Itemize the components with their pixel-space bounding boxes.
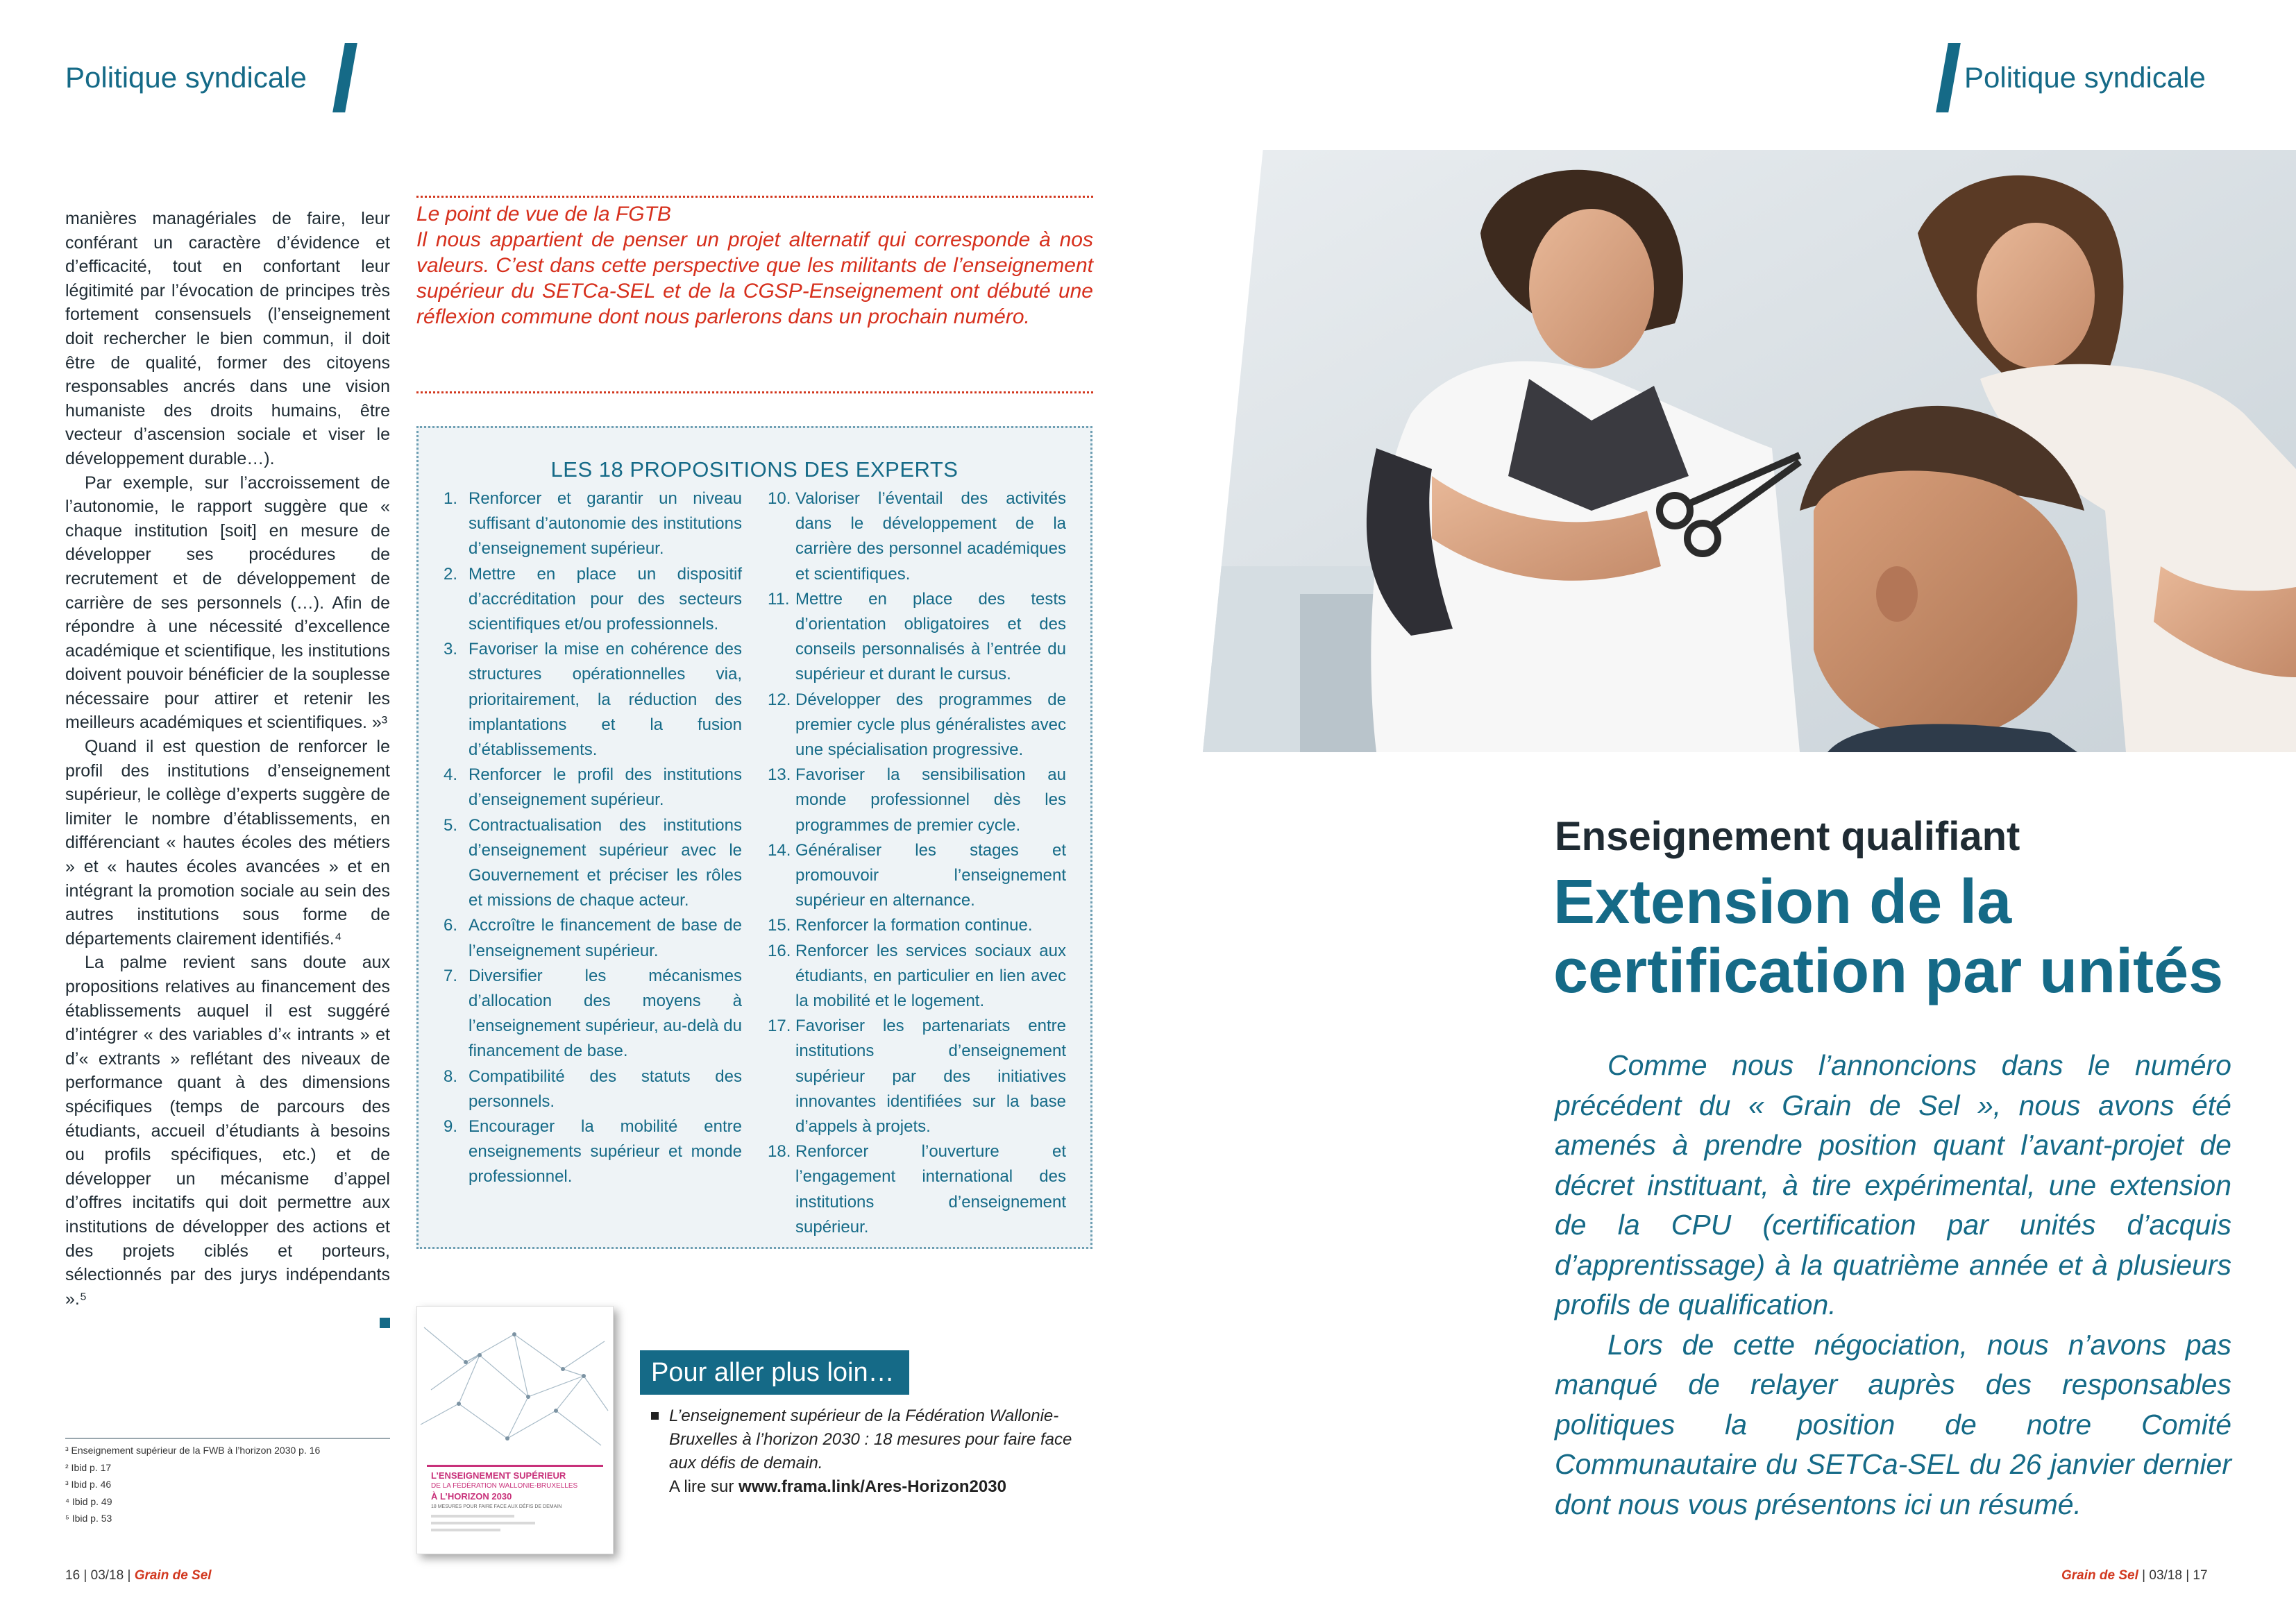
issue-number: 03/18 xyxy=(90,1568,124,1583)
proposition-item: 15. Renforcer la formation continue. xyxy=(768,916,1033,935)
proposition-item: 6. Accroître le financement de base de l’enseignement supérieur. xyxy=(444,916,742,960)
page-number: 17 xyxy=(2193,1568,2208,1583)
propositions-list-left xyxy=(444,486,742,1190)
fgtb-text: Il nous appartient de penser un projet alternatif qui corresponde à nos valeurs. C’est dans cette perspective que les militants de l’enseignement supérieur du SETCa-SEL et de la CGSP-Enseignement ont débuté une réflexion commune dont nous parlerons dans un prochain numéro. xyxy=(416,228,1093,328)
fgtb-box-bottom-rule xyxy=(416,391,1093,393)
proposition-item: 12. Développer des programmes de premier cycle plus généralistes avec une spécialisation progressive. xyxy=(768,690,1066,760)
proposition-item: 10. Valoriser l’éventail des activités dans le développement de la carrière des personnel académiques et scientifiques. xyxy=(768,489,1066,584)
paragraph: Quand il est question de renforcer le profil des institutions d’enseignement supérieur, le collège d’experts suggère de limiter le nombre d’établissements, en différenciant « hautes écoles des métiers » et « hautes écoles avancées » et en intégrant la promotion sociale au sein des autres institutions sous forme de départements clairement identifiés.⁴ xyxy=(65,737,390,949)
propositions-box xyxy=(416,426,1092,1249)
proposition-item: 9. Encourager la mobilité entre enseignements supérieur et monde professionnel. xyxy=(444,1117,742,1187)
article-kicker: Enseignement qualifiant xyxy=(1555,814,2020,859)
propositions-list-right xyxy=(768,486,1066,1240)
cover-subtitle: 18 MESURES POUR FAIRE FACE AUX DÉFIS DE DEMAIN xyxy=(431,1504,562,1509)
footnotes xyxy=(65,1442,390,1527)
footnote: ³ Enseignement supérieur de la FWB à l’horizon 2030 p. 16 xyxy=(65,1445,321,1456)
footnote: ² Ibid p. 17 xyxy=(65,1461,112,1473)
article-lead xyxy=(1555,1046,2231,1524)
headline-line: Extension de la xyxy=(1553,867,2012,937)
further-reading-body xyxy=(654,1404,1084,1499)
paragraph: La palme revient sans doute aux propositions relatives au financement des établissements auquel il est suggéré d’intégrer « des variables d’« intrants » et d’« extrants » reflétant des niveaux de performance quant à des dimensions spécifiques (temps de parcours des étudiants, accueil d’étudiants à besoins ou profils spécifiques, etc.) et de développer un mécanisme d’appel d’offres incitatifs qui doit permettre aux institutions de développer des actions et des projets ciblés et porteurs, sélectionnés par des jurys indépendants ».⁵ xyxy=(65,953,390,1309)
header-slash-decoration xyxy=(332,43,357,112)
proposition-item: 17. Favoriser les partenariats entre institutions d’enseignement supérieur par des initiatives innovantes identifiées sur la base d’appels à projets. xyxy=(768,1017,1066,1137)
proposition-item: 11. Mettre en place des tests d’orientation obligatoires et des conseils personnalisés à l’entrée du supérieur et durant le cursus. xyxy=(768,589,1066,684)
section-header-right: Politique syndicale xyxy=(1964,61,2206,94)
footnote-divider xyxy=(65,1438,390,1439)
bullet-icon xyxy=(651,1412,659,1420)
brochure-cover-image xyxy=(416,1306,614,1554)
proposition-item: 8. Compatibilité des statuts des personnels. xyxy=(444,1067,742,1111)
page-number: 16 xyxy=(65,1568,81,1583)
paragraph: manières managériales de faire, leur conférant un caractère d’évidence et d’efficacité, tout en confortant leur légitimité par l’évocation de principes très fortement consensuels (l’enseignement doit rechercher le bien commun, il doit être de qualité, former des citoyens responsables ancrés dans une vision humaniste des droits humains, être vecteur d’ascension sociale et viser le développement durable…). xyxy=(65,209,390,468)
fgtb-box-top-rule xyxy=(416,196,1093,198)
magazine-name: Grain de Sel xyxy=(2061,1568,2138,1583)
further-reading-link[interactable]: www.frama.link/Ares-Horizon2030 xyxy=(738,1477,1006,1496)
issue-number: 03/18 xyxy=(2149,1568,2182,1583)
proposition-item: 2. Mettre en place un dispositif d’accréditation pour des secteurs scientifiques et/ou professionnels. xyxy=(444,564,742,634)
proposition-item: 7. Diversifier les mécanismes d’allocation des moyens à l’enseignement supérieur, au-delà du financement de base. xyxy=(444,966,742,1061)
fgtb-viewpoint-box xyxy=(416,201,1093,330)
further-reading-title: Pour aller plus loin… xyxy=(640,1350,909,1395)
header-slash-decoration xyxy=(1936,43,1961,112)
further-reading-link-prefix: A lire sur xyxy=(669,1477,739,1496)
left-text-column xyxy=(65,207,390,1328)
paragraph: Par exemple, sur l’accroissement de l’autonomie, le rapport suggère que « chaque institution [soit] en mesure de développer ses procédures de recrutement et de développement de carrière de ses personnels (…). Afin de répondre à une nécessité d’excellence académique et scientifique, les institutions doivent pouvoir bénéficier de la souplesse nécessaire pour attirer et retenir les meilleurs académiques et scientifiques. »³ xyxy=(65,473,390,733)
hairdressing-photo xyxy=(1203,150,2296,752)
proposition-item: 16. Renforcer les services sociaux aux étudiants, en particulier en lien avec la mobilité et le logement. xyxy=(768,941,1066,1011)
section-header-left: Politique syndicale xyxy=(65,61,307,94)
proposition-item: 14. Généraliser les stages et promouvoir l’enseignement supérieur en alternance. xyxy=(768,840,1066,910)
proposition-item: 3. Favoriser la mise en cohérence des structures opérationnelles via, prioritairement, la réduction des implantations et la fusion d’établissements. xyxy=(444,640,742,760)
lead-paragraph: Comme nous l’annoncions dans le numéro précédent du « Grain de Sel », nous avons été amenés à prendre position quant l’avant-projet de décret instituant, à tire expérimental, une extension de la CPU (certification par unités d’acquis d’apprentissage) à la quatrième année et à plusieurs profils de qualification. xyxy=(1555,1049,2231,1320)
cover-title: DE LA FÉDÉRATION WALLONIE-BRUXELLES xyxy=(431,1482,578,1490)
end-of-article-mark xyxy=(380,1318,390,1328)
footnote: ⁴ Ibid p. 49 xyxy=(65,1495,112,1507)
page-footer-left: 16 | 03/18 | Grain de Sel xyxy=(65,1568,212,1583)
proposition-item: 13. Favoriser la sensibilisation au monde professionnel dès les programmes de premier cycle. xyxy=(768,765,1066,835)
fgtb-title: Le point de vue de la FGTB xyxy=(416,203,671,226)
cover-title: À L’HORIZON 2030 xyxy=(431,1491,512,1502)
lead-paragraph: Lors de cette négociation, nous n’avons pas manqué de relayer auprès des responsables politiques la position de notre Comité Communautaire du SETCa-SEL du 26 janvier dernier dont nous vous présentons ici un résumé. xyxy=(1555,1328,2231,1520)
cover-title: L’ENSEIGNEMENT SUPÉRIEUR xyxy=(431,1470,566,1481)
footnote: ⁵ Ibid p. 53 xyxy=(65,1513,112,1524)
article-headline xyxy=(1553,867,2223,1006)
page-footer-right: Grain de Sel | 03/18 | 17 xyxy=(2061,1568,2208,1583)
proposition-item: 5. Contractualisation des institutions d’enseignement supérieur avec le Gouvernement et préciser les rôles et missions de chaque acteur. xyxy=(444,815,742,910)
proposition-item: 18. Renforcer l’ouverture et l’engagement international des institutions d’enseignement supérieur. xyxy=(768,1142,1066,1237)
propositions-title: LES 18 PROPOSITIONS DES EXPERTS xyxy=(550,457,959,482)
headline-line: certification par unités xyxy=(1553,937,2224,1006)
proposition-item: 4. Renforcer le profil des institutions d’enseignement supérieur. xyxy=(444,765,742,810)
proposition-item: 1. Renforcer et garantir un niveau suffisant d’autonomie des institutions d’enseignement supérieur. xyxy=(444,489,742,559)
further-reading-text: L’enseignement supérieur de la Fédération Wallonie-Bruxelles à l’horizon 2030 : 18 mesures pour faire face aux défis de demain. xyxy=(669,1407,1072,1472)
magazine-name: Grain de Sel xyxy=(134,1568,212,1583)
footnote: ³ Ibid p. 46 xyxy=(65,1479,112,1490)
